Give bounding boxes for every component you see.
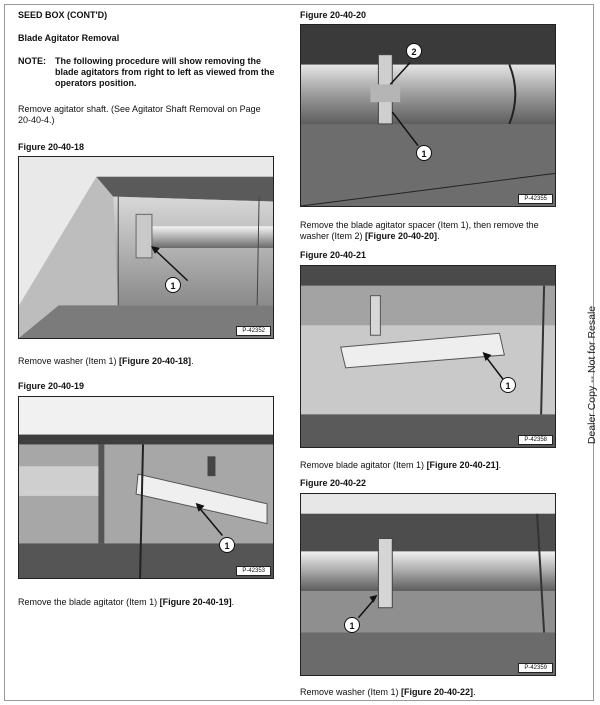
figure-title: Figure 20-40-22 xyxy=(300,478,367,488)
figure-title: Figure 20-40-18 xyxy=(18,142,85,152)
figure-caption: Remove washer (Item 1) [Figure 20-40-18]. xyxy=(18,356,194,366)
figure-caption: Remove the blade agitator (Item 1) [Figure 20-40-19]. xyxy=(18,597,235,607)
note-text: The following procedure will show removing the blade agitators from right to left as viewed from the operators position. xyxy=(55,56,275,88)
photo-code: P-42359 xyxy=(518,663,553,673)
figure-photo xyxy=(300,24,556,207)
callout-1: 1 xyxy=(500,377,516,393)
callout-1: 1 xyxy=(344,617,360,633)
photo-code: P-42358 xyxy=(518,435,553,445)
figure-caption: Remove washer (Item 1) [Figure 20-40-22]. xyxy=(300,687,476,697)
section-header: SEED BOX (CONT'D) xyxy=(18,10,108,20)
washer-photo xyxy=(301,494,555,675)
intro-text: Remove agitator shaft. (See Agitator Shaft Removal on Page 20-40-4.) xyxy=(18,104,261,125)
figure-caption: Remove blade agitator (Item 1) [Figure 20-40-21]. xyxy=(300,460,502,470)
side-watermark-text: Dealer Copy -- Not for Resale xyxy=(586,305,598,445)
photo-code: P-42353 xyxy=(236,566,271,576)
photo-code: P-42355 xyxy=(518,194,553,204)
figure-photo xyxy=(18,156,274,339)
callout-1: 1 xyxy=(165,277,181,293)
spacer-photo xyxy=(301,25,555,206)
figure-photo xyxy=(18,396,274,579)
figure-photo xyxy=(300,265,556,448)
photo-code: P-42352 xyxy=(236,326,271,336)
note-label: NOTE: xyxy=(18,56,46,66)
figure-title: Figure 20-40-19 xyxy=(18,381,85,391)
callout-2: 2 xyxy=(406,43,422,59)
callout-1: 1 xyxy=(416,145,432,161)
figure-title: Figure 20-40-21 xyxy=(300,250,367,260)
agitator-photo xyxy=(19,397,273,578)
figure-photo xyxy=(300,493,556,676)
figure-caption: Remove the blade agitator spacer (Item 1), then remove the washer (Item 2) [Figure 20-40-20]. xyxy=(300,220,539,241)
figure-title: Figure 20-40-20 xyxy=(300,10,367,20)
callout-1: 1 xyxy=(219,537,235,553)
subheading: Blade Agitator Removal xyxy=(18,33,120,43)
seed-box-photo xyxy=(19,157,273,338)
blade-agitator-photo xyxy=(301,266,555,447)
